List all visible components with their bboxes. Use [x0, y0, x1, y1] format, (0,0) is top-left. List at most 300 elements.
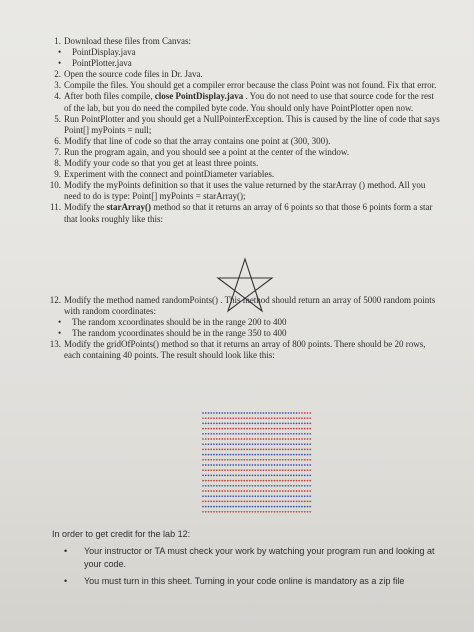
- grid-dot: [235, 511, 237, 513]
- grid-dot: [287, 506, 289, 508]
- grid-dot: [213, 454, 215, 456]
- grid-dot: [210, 412, 212, 414]
- grid-dot: [293, 428, 295, 430]
- grid-dot: [224, 490, 226, 492]
- grid-dot: [202, 449, 204, 451]
- grid-dot: [307, 423, 309, 425]
- grid-dot: [304, 490, 306, 492]
- grid-dot: [230, 454, 232, 456]
- grid-dot: [224, 511, 226, 513]
- grid-dot: [265, 433, 267, 435]
- grid-dot: [263, 433, 265, 435]
- grid-dot: [254, 475, 256, 477]
- grid-dot: [243, 443, 245, 445]
- grid-dot: [279, 443, 281, 445]
- grid-dot: [224, 501, 226, 503]
- grid-dot: [287, 449, 289, 451]
- grid-dot: [298, 417, 300, 419]
- grid-dot: [243, 475, 245, 477]
- grid-dot: [301, 423, 303, 425]
- grid-dot: [249, 417, 251, 419]
- grid-dot: [235, 412, 237, 414]
- grid-dot: [298, 428, 300, 430]
- grid-dot: [205, 412, 207, 414]
- grid-dot: [219, 454, 221, 456]
- grid-dot: [298, 449, 300, 451]
- grid-dot: [221, 438, 223, 440]
- grid-dot: [202, 506, 204, 508]
- grid-dot: [301, 475, 303, 477]
- grid-dot: [265, 459, 267, 461]
- grid-dot: [227, 433, 229, 435]
- grid-dot: [208, 428, 210, 430]
- grid-dot: [208, 501, 210, 503]
- grid-dot: [224, 438, 226, 440]
- grid-dot: [208, 495, 210, 497]
- grid-dot: [260, 433, 262, 435]
- grid-dot: [304, 443, 306, 445]
- grid-dot: [265, 423, 267, 425]
- list-item: 9. Experiment with the connect and pointDiameter variables.: [54, 169, 275, 180]
- grid-dot: [235, 459, 237, 461]
- grid-dot: [208, 506, 210, 508]
- grid-dot: [301, 443, 303, 445]
- grid-dot: [274, 490, 276, 492]
- grid-dot: [257, 469, 259, 471]
- grid-dot: [221, 501, 223, 503]
- list-item: 13. Modify the gridOfPoints() method so that it returns an array of 800 points. There should be 20 rows, each containing 40 points. The result should look like this:: [49, 338, 426, 361]
- grid-dot: [296, 454, 298, 456]
- grid-dot: [282, 443, 284, 445]
- grid-dot: [221, 454, 223, 456]
- grid-dot: [241, 459, 243, 461]
- grid-dot: [252, 417, 254, 419]
- grid-dot: [227, 475, 229, 477]
- grid-dot: [296, 449, 298, 451]
- list-item: 3. Compile the files. You should get a compiler error because the class Point was not found. Fix that error.: [54, 80, 437, 91]
- file-item: • PointDisplay.java: [58, 47, 440, 58]
- grid-dot: [249, 449, 251, 451]
- grid-dot: [287, 417, 289, 419]
- grid-dot: [249, 480, 251, 482]
- grid-dot: [221, 485, 223, 487]
- grid-dot: [274, 423, 276, 425]
- grid-dot: [279, 480, 281, 482]
- grid-dot: [290, 490, 292, 492]
- grid-dot: [290, 469, 292, 471]
- grid-dot: [205, 511, 207, 513]
- grid-dot: [298, 459, 300, 461]
- grid-dot: [307, 449, 309, 451]
- grid-dot: [301, 454, 303, 456]
- grid-dot: [254, 438, 256, 440]
- grid-dot: [260, 501, 262, 503]
- grid-dot: [309, 506, 311, 508]
- grid-dot: [285, 485, 287, 487]
- grid-dot: [243, 438, 245, 440]
- grid-dot: [309, 485, 311, 487]
- grid-dot: [210, 511, 212, 513]
- grid-dot: [246, 501, 248, 503]
- grid-dot: [205, 428, 207, 430]
- grid-dot: [254, 412, 256, 414]
- grid-dot: [216, 511, 218, 513]
- grid-dot: [205, 417, 207, 419]
- grid-dot: [293, 480, 295, 482]
- grid-dot: [268, 454, 270, 456]
- grid-dot: [293, 438, 295, 440]
- grid-dot: [221, 412, 223, 414]
- grid-dot: [279, 438, 281, 440]
- grid-dot: [293, 459, 295, 461]
- grid-dot: [276, 490, 278, 492]
- grid-dot: [208, 438, 210, 440]
- grid-dot: [276, 485, 278, 487]
- grid-dot: [241, 485, 243, 487]
- grid-dot: [243, 495, 245, 497]
- grid-dot: [219, 459, 221, 461]
- grid-dot: [307, 469, 309, 471]
- grid-dot: [293, 475, 295, 477]
- grid-dot: [296, 480, 298, 482]
- grid-dot: [252, 501, 254, 503]
- grid-dot: [224, 428, 226, 430]
- grid-dot: [205, 449, 207, 451]
- grid-dot: [232, 459, 234, 461]
- grid-dot: [265, 490, 267, 492]
- grid-dot: [265, 480, 267, 482]
- grid-dot: [282, 480, 284, 482]
- grid-dot: [282, 490, 284, 492]
- grid-dot: [213, 469, 215, 471]
- grid-dot: [298, 469, 300, 471]
- grid-dot: [301, 428, 303, 430]
- grid-dot: [263, 454, 265, 456]
- grid-dot: [241, 428, 243, 430]
- grid-dot: [252, 443, 254, 445]
- grid-dot: [238, 454, 240, 456]
- grid-dot: [205, 501, 207, 503]
- grid-dot: [246, 454, 248, 456]
- grid-dot: [263, 469, 265, 471]
- grid-dot: [224, 423, 226, 425]
- grid-dot: [213, 464, 215, 466]
- grid-dot: [249, 469, 251, 471]
- grid-dot: [279, 501, 281, 503]
- grid-dot: [298, 501, 300, 503]
- grid-dot: [230, 438, 232, 440]
- grid-dot: [293, 485, 295, 487]
- grid-dot: [243, 469, 245, 471]
- grid-dot: [208, 433, 210, 435]
- grid-dot: [246, 464, 248, 466]
- grid-dot: [230, 495, 232, 497]
- grid-dot: [227, 506, 229, 508]
- grid-dot: [235, 443, 237, 445]
- grid-dot: [307, 433, 309, 435]
- grid-dot: [307, 454, 309, 456]
- grid-dot: [290, 506, 292, 508]
- grid-dot: [227, 438, 229, 440]
- grid-dot: [296, 469, 298, 471]
- grid-dot: [296, 511, 298, 513]
- grid-dot: [235, 423, 237, 425]
- grid-dot: [249, 459, 251, 461]
- grid-dot: [202, 438, 204, 440]
- grid-dot: [263, 495, 265, 497]
- grid-dot: [238, 423, 240, 425]
- grid-dot: [208, 443, 210, 445]
- grid-dot: [238, 449, 240, 451]
- grid-dot: [238, 490, 240, 492]
- grid-dot: [263, 506, 265, 508]
- grid-dot: [285, 480, 287, 482]
- grid-dot: [219, 438, 221, 440]
- grid-dot: [254, 469, 256, 471]
- grid-dot: [285, 412, 287, 414]
- grid-dot: [276, 475, 278, 477]
- grid-dot: [205, 495, 207, 497]
- grid-dot: [274, 464, 276, 466]
- grid-dot: [221, 506, 223, 508]
- grid-dot: [246, 438, 248, 440]
- grid-dot: [298, 433, 300, 435]
- grid-dot: [205, 469, 207, 471]
- grid-dot: [268, 428, 270, 430]
- grid-dot: [298, 485, 300, 487]
- grid-dot: [210, 475, 212, 477]
- grid-dot: [221, 480, 223, 482]
- range-item: • The random ycoordinates should be in the range 350 to 400: [58, 328, 440, 339]
- grid-dot: [279, 490, 281, 492]
- grid-dot: [268, 459, 270, 461]
- grid-dot: [230, 417, 232, 419]
- grid-dot: [265, 495, 267, 497]
- grid-dot: [230, 511, 232, 513]
- grid-dot: [296, 464, 298, 466]
- grid-dot: [243, 423, 245, 425]
- grid-dot: [230, 464, 232, 466]
- grid-dot: [219, 428, 221, 430]
- grid-dot: [230, 485, 232, 487]
- grid-dot: [232, 443, 234, 445]
- grid-dot: [285, 469, 287, 471]
- grid-dot: [205, 459, 207, 461]
- grid-dot: [260, 438, 262, 440]
- grid-dot: [268, 495, 270, 497]
- grid-dot: [208, 490, 210, 492]
- grid-dot: [216, 464, 218, 466]
- grid-dot: [227, 490, 229, 492]
- grid-dot: [309, 423, 311, 425]
- grid-dot: [301, 433, 303, 435]
- grid-dot: [205, 475, 207, 477]
- grid-dot: [287, 485, 289, 487]
- grid-dot: [296, 495, 298, 497]
- grid-dot: [221, 511, 223, 513]
- list-item: 4. After both files compile, close PointDisplay.java . You do not need to use that source code for the rest of the lab, but you do need the compiled byte code. You should only have PointPlotter open now.: [54, 91, 434, 113]
- grid-dot: [216, 475, 218, 477]
- grid-dot: [257, 490, 259, 492]
- grid-dot: [238, 485, 240, 487]
- grid-dot: [235, 438, 237, 440]
- grid-dot: [243, 449, 245, 451]
- grid-dot: [249, 443, 251, 445]
- grid-dot: [290, 443, 292, 445]
- grid-dot: [213, 423, 215, 425]
- grid-dot: [257, 480, 259, 482]
- grid-dot: [301, 417, 303, 419]
- grid-dot: [263, 480, 265, 482]
- grid-dot: [227, 412, 229, 414]
- grid-dot: [309, 490, 311, 492]
- grid-dot: [235, 464, 237, 466]
- grid-dot: [285, 449, 287, 451]
- grid-dot: [296, 433, 298, 435]
- grid-dot: [309, 475, 311, 477]
- grid-dot: [307, 480, 309, 482]
- point-grid-figure: [201, 407, 313, 519]
- grid-dot: [224, 475, 226, 477]
- grid-dot: [293, 417, 295, 419]
- grid-dot: [238, 443, 240, 445]
- credit-section: [52, 528, 442, 588]
- grid-dot: [285, 433, 287, 435]
- grid-dot: [290, 412, 292, 414]
- grid-dot: [260, 443, 262, 445]
- grid-dot: [213, 485, 215, 487]
- grid-dot: [224, 443, 226, 445]
- grid-dot: [268, 464, 270, 466]
- grid-dot: [205, 464, 207, 466]
- grid-dot: [238, 506, 240, 508]
- grid-dot: [304, 485, 306, 487]
- grid-dot: [254, 454, 256, 456]
- grid-dot: [304, 480, 306, 482]
- grid-dot: [307, 459, 309, 461]
- grid-dot: [265, 506, 267, 508]
- grid-dot: [227, 480, 229, 482]
- grid-dot: [268, 469, 270, 471]
- grid-dot: [257, 428, 259, 430]
- grid-dot: [202, 433, 204, 435]
- grid-dot: [279, 423, 281, 425]
- grid-dot: [221, 443, 223, 445]
- grid-dot: [216, 449, 218, 451]
- grid-dot: [301, 480, 303, 482]
- grid-dot: [257, 454, 259, 456]
- grid-dot: [257, 475, 259, 477]
- grid-dot: [241, 454, 243, 456]
- grid-dot: [246, 511, 248, 513]
- grid-dot: [307, 438, 309, 440]
- grid-dot: [227, 485, 229, 487]
- grid-dot: [265, 464, 267, 466]
- grid-dot: [208, 417, 210, 419]
- grid-dot: [293, 506, 295, 508]
- grid-dot: [232, 449, 234, 451]
- grid-dot: [216, 417, 218, 419]
- grid-dot: [287, 464, 289, 466]
- grid-dot: [216, 423, 218, 425]
- grid-dot: [274, 495, 276, 497]
- grid-dot: [246, 443, 248, 445]
- grid-dot: [219, 412, 221, 414]
- grid-dot: [298, 475, 300, 477]
- grid-dot: [249, 438, 251, 440]
- grid-dot: [257, 464, 259, 466]
- grid-dot: [309, 464, 311, 466]
- grid-dot: [274, 449, 276, 451]
- grid-dot: [216, 495, 218, 497]
- grid-dot: [230, 428, 232, 430]
- grid-dot: [210, 454, 212, 456]
- grid-dot: [252, 464, 254, 466]
- grid-dot: [282, 469, 284, 471]
- grid-dot: [235, 469, 237, 471]
- grid-dot: [205, 506, 207, 508]
- grid-dot: [263, 443, 265, 445]
- grid-dot: [232, 490, 234, 492]
- grid-dot: [235, 449, 237, 451]
- grid-dot: [241, 438, 243, 440]
- grid-dot: [227, 501, 229, 503]
- grid-dot: [279, 511, 281, 513]
- grid-dot: [285, 428, 287, 430]
- grid-dot: [213, 501, 215, 503]
- grid-dot: [287, 428, 289, 430]
- grid-dot: [279, 506, 281, 508]
- grid-dot: [205, 443, 207, 445]
- grid-dot: [309, 480, 311, 482]
- grid-dot: [263, 475, 265, 477]
- grid-dot: [243, 417, 245, 419]
- grid-dot: [230, 501, 232, 503]
- grid-dot: [265, 449, 267, 451]
- grid-dot: [249, 501, 251, 503]
- grid-dot: [216, 428, 218, 430]
- grid-dot: [285, 443, 287, 445]
- grid-dot: [254, 480, 256, 482]
- grid-dot: [235, 475, 237, 477]
- grid-dot: [265, 428, 267, 430]
- grid-dot: [307, 412, 309, 414]
- grid-dot: [243, 490, 245, 492]
- grid-dot: [252, 490, 254, 492]
- grid-dot: [265, 469, 267, 471]
- grid-dot: [285, 454, 287, 456]
- grid-dot: [238, 438, 240, 440]
- grid-dot: [260, 475, 262, 477]
- grid-dot: [216, 454, 218, 456]
- grid-dot: [249, 511, 251, 513]
- grid-dot: [246, 449, 248, 451]
- grid-dot: [304, 506, 306, 508]
- grid-dot: [205, 438, 207, 440]
- grid-dot: [210, 428, 212, 430]
- grid-dot: [257, 501, 259, 503]
- grid-dot: [276, 511, 278, 513]
- grid-dot: [285, 495, 287, 497]
- grid-dot: [227, 417, 229, 419]
- grid-dot: [205, 433, 207, 435]
- grid-dot: [274, 501, 276, 503]
- grid-dot: [232, 506, 234, 508]
- grid-dot: [282, 433, 284, 435]
- grid-dot: [230, 433, 232, 435]
- grid-dot: [202, 454, 204, 456]
- grid-dot: [274, 506, 276, 508]
